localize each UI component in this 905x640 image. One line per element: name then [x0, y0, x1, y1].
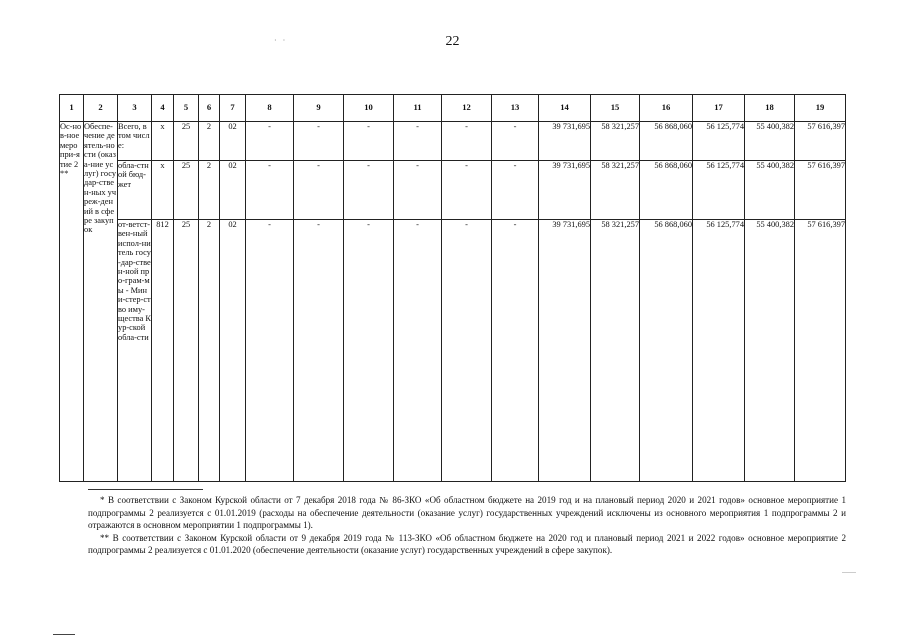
header-cell: 19	[795, 95, 846, 122]
budget-table	[59, 94, 846, 482]
value-cell: 39 731,695	[539, 220, 591, 482]
table-row	[60, 122, 846, 161]
header-cell: 2	[84, 95, 118, 122]
event-description-cell: Обеспе-чение деятель-ности (оказа-ние услуг) государ-ствен-ных учреж-дений в сфере закупок	[84, 122, 118, 482]
empty-value-cell: -	[394, 220, 442, 482]
empty-value-cell: -	[294, 161, 344, 220]
value-cell: 56 125,774	[693, 161, 745, 220]
empty-value-cell: -	[442, 220, 492, 482]
code-cell: 02	[220, 220, 246, 482]
code-cell: 2	[199, 122, 220, 161]
source-cell: Всего, в том числе:	[118, 122, 152, 161]
empty-value-cell: -	[394, 122, 442, 161]
empty-value-cell: -	[492, 220, 539, 482]
code-cell: 25	[174, 122, 199, 161]
header-cell: 7	[220, 95, 246, 122]
empty-value-cell: -	[246, 220, 294, 482]
footnote-first: * В соответствии с Законом Курской области от 7 декабря 2018 года № 86-ЗКО «Об областном бюджете на 2019 год и на плановый период 2020 и 2021 годов» основное мероприятие 1 подпрограммы 2 реализуется с 01.01.2019 (расходы на обеспечение деятельности (оказание услуг) государственных учреждений исключены из основного мероприятия 1 подпрограммы 2 и отражаются в основном мероприятии 1 подпрограммы 1).	[88, 495, 846, 531]
table-row	[60, 161, 846, 220]
header-cell: 3	[118, 95, 152, 122]
value-cell: 55 400,382	[745, 122, 795, 161]
value-cell: 58 321,257	[591, 161, 640, 220]
value-cell: 55 400,382	[745, 220, 795, 482]
page-number: 22	[445, 34, 460, 49]
scan-artifact-line	[53, 634, 75, 635]
header-cell: 15	[591, 95, 640, 122]
empty-value-cell: -	[294, 122, 344, 161]
empty-value-cell: -	[492, 161, 539, 220]
value-cell: 56 125,774	[693, 220, 745, 482]
header-cell: 1	[60, 95, 84, 122]
event-name-cell: Ос-нов-ное меро при-ятие 2 **	[60, 122, 84, 482]
header-cell: 13	[492, 95, 539, 122]
header-cell: 8	[246, 95, 294, 122]
code-cell: х	[152, 161, 174, 220]
value-cell: 57 616,397	[795, 220, 846, 482]
source-cell: обла-стной бюд-жет	[118, 161, 152, 220]
header-row	[60, 95, 846, 122]
code-cell: 812	[152, 220, 174, 482]
code-cell: 2	[199, 161, 220, 220]
value-cell: 56 868,060	[640, 122, 693, 161]
empty-value-cell: -	[246, 122, 294, 161]
empty-value-cell: -	[442, 122, 492, 161]
value-cell: 57 616,397	[795, 122, 846, 161]
code-cell: 02	[220, 161, 246, 220]
header-cell: 10	[344, 95, 394, 122]
empty-value-cell: -	[294, 220, 344, 482]
empty-value-cell: -	[492, 122, 539, 161]
code-cell: 2	[199, 220, 220, 482]
scan-artifact: · ·	[274, 36, 288, 45]
code-cell: х	[152, 122, 174, 161]
table-row	[60, 220, 846, 482]
footnotes	[88, 494, 846, 557]
value-cell: 56 125,774	[693, 122, 745, 161]
header-cell: 17	[693, 95, 745, 122]
value-cell: 58 321,257	[591, 220, 640, 482]
header-cell: 14	[539, 95, 591, 122]
header-cell: 5	[174, 95, 199, 122]
empty-value-cell: -	[394, 161, 442, 220]
value-cell: 57 616,397	[795, 161, 846, 220]
source-cell: от-ветст-вен-ный испол-нитель госу-дар-ствен-ной про-грам-мы - Мини-стер-ство иму-щества Кур-ской обла-сти	[118, 220, 152, 482]
value-cell: 55 400,382	[745, 161, 795, 220]
scan-artifact-line	[842, 572, 856, 573]
footnote-divider	[88, 489, 203, 490]
value-cell: 56 868,060	[640, 161, 693, 220]
header-cell: 16	[640, 95, 693, 122]
empty-value-cell: -	[344, 161, 394, 220]
header-cell: 6	[199, 95, 220, 122]
code-cell: 25	[174, 161, 199, 220]
value-cell: 58 321,257	[591, 122, 640, 161]
value-cell: 39 731,695	[539, 122, 591, 161]
code-cell: 25	[174, 220, 199, 482]
header-cell: 4	[152, 95, 174, 122]
footnote-second: ** В соответствии с Законом Курской области от 9 декабря 2019 года № 113-ЗКО «Об областном бюджете на 2020 год и плановый период 2021 и 2022 годов» основное мероприятие 2 подпрограммы 2 реализуется с 01.01.2020 (обеспечение деятельности (оказание услуг) государственных учреждений в сфере закупок).	[88, 532, 846, 556]
code-cell: 02	[220, 122, 246, 161]
header-cell: 18	[745, 95, 795, 122]
header-cell: 12	[442, 95, 492, 122]
empty-value-cell: -	[344, 220, 394, 482]
empty-value-cell: -	[246, 161, 294, 220]
value-cell: 39 731,695	[539, 161, 591, 220]
header-cell: 9	[294, 95, 344, 122]
header-cell: 11	[394, 95, 442, 122]
empty-value-cell: -	[344, 122, 394, 161]
value-cell: 56 868,060	[640, 220, 693, 482]
empty-value-cell: -	[442, 161, 492, 220]
